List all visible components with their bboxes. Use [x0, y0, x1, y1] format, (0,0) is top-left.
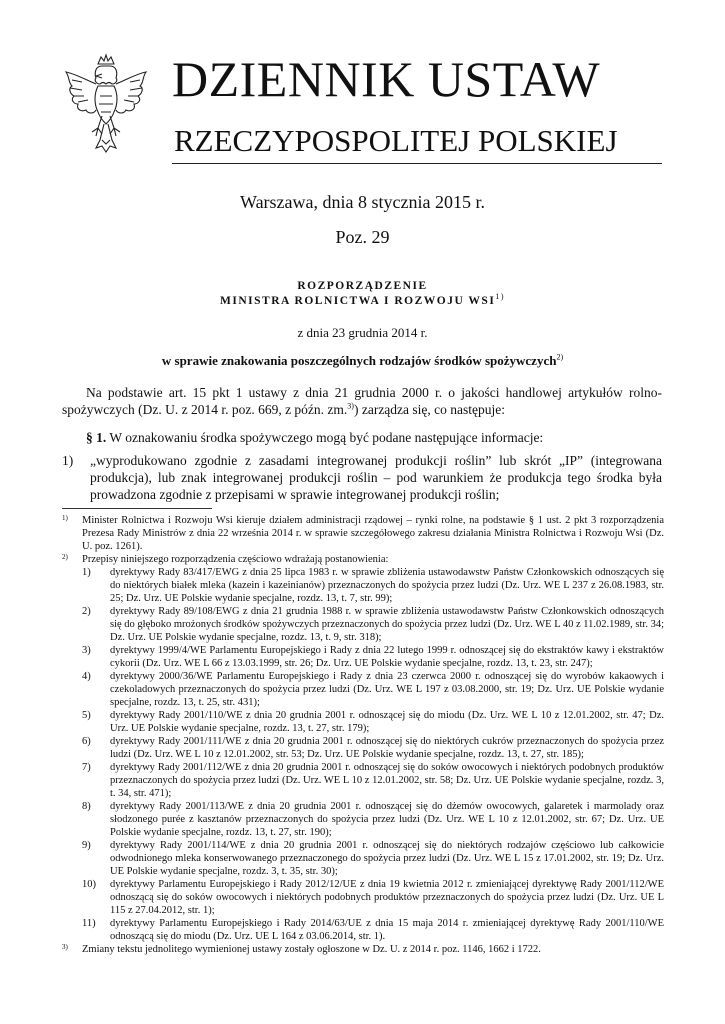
polish-eagle-emblem-icon: [58, 52, 154, 158]
act-subject-text: w sprawie znakowania poszczególnych rodzajów środków spożywczych: [161, 353, 557, 368]
footnote-1-mark: 1): [62, 514, 68, 522]
footnote-2-item-text: dyrektywy Rady 2001/114/WE z dnia 20 grudnia 2001 r. odnoszącej się do niektórych rodzajów częściowo lub całkowicie odwodnionego mleka konserwowanego przeznaczonego do spożycia przez ludzi (Dz. Urz. WE L 15 z 17.01.2002, str. 19; Dz. Urz. UE Polskie wydanie specjalne, rozdz. 3, t. 35, str. 30);: [110, 840, 664, 877]
footnote-ref-1: 1): [495, 292, 505, 302]
act-issuer: [0, 293, 725, 309]
footnote-2-item-text: dyrektywy Rady 2001/113/WE z dnia 20 grudnia 2001 r. odnoszącej się do dżemów owocowych, galaretek i marmolady oraz słodzonego purée z kasztanów przeznaczonych do spożycia przez ludzi (Dz. Urz. WE L 10 z 12.01.2002, str. 67; Dz. Urz. UE Polskie wydanie specjalne, rozdz. 13, t. 27, str. 190);: [110, 801, 664, 838]
paragraph-1-mark: § 1.: [86, 430, 107, 445]
footnote-2-item-text: dyrektywy Parlamentu Europejskiego i Rady 2012/12/UE z dnia 19 kwietnia 2012 r. zmieniającej dyrektywę Rady 2001/112/WE odnoszącą się do soków owocowych i niektórych podobnych produktów przeznaczonych do spożycia przez ludzi (Dz. Urz. UE L 115 z 27.04.2012, str. 1);: [110, 879, 664, 916]
footnote-3-mark: 3): [62, 943, 68, 951]
journal-subtitle: RZECZYPOSPOLITEJ POLSKIEJ: [174, 123, 618, 158]
footnote-2-item-number: 6): [82, 736, 91, 747]
footnote-2-item-text: dyrektywy Rady 83/417/EWG z dnia 25 lipca 1983 r. w sprawie zbliżenia ustawodawstw Państw Członkowskich odnoszących się do niektórych białek mleka (kazein i kazeinianów) przeznaczonych do spożycia przez ludzi (Dz. Urz. WE L 237 z 26.08.1983, str. 25; Dz. Urz. UE Polskie wydanie specjalne, rozdz. 13, t. 7, str. 99);: [110, 567, 664, 604]
act-type: ROZPORZĄDZENIE: [297, 280, 428, 292]
footnote-2-item-text: dyrektywy Rady 2001/111/WE z dnia 20 grudnia 2001 r. odnoszącej się do niektórych cukrów przeznaczonych do spożycia przez ludzi (Dz. Urz. WE L 10 z 12.01.2002, str. 53; Dz. Urz. UE Polskie wydanie specjalne, rozdz. 13, t. 27, str. 185);: [110, 736, 664, 760]
footnote-1: [62, 514, 664, 553]
footnote-2-item: [62, 917, 664, 943]
footnote-2-item: [62, 839, 664, 878]
list-item-text: „wyprodukowano zgodnie z zasadami integrowanej produkcji roślin” lub skrót „IP” (integrowana produkcja), lub znak integrowanej produkcji roślin – pod warunkiem że produkcja tego środka była prowadzona zgodnie z przepisami w sprawie integrowanej produkcji roślin;: [90, 453, 662, 502]
footnote-2-item-text: dyrektywy Rady 89/108/EWG z dnia 21 grudnia 1988 r. w sprawie zbliżenia ustawodawstw Państw Członkowskich odnoszących się do głęboko mrożonych środków spożywczych przeznaczonych do spożycia przez ludzi (Dz. Urz. WE L 40 z 11.02.1989, str. 34; Dz. Urz. UE Polskie wydanie specjalne, rozdz. 13, t. 9, str. 318);: [110, 606, 664, 643]
footnote-2-item: [62, 670, 664, 709]
footnote-2-item-text: dyrektywy Parlamentu Europejskiego i Rady 2014/63/UE z dnia 15 maja 2014 r. zmieniającej dyrektywę Rady 2001/110/WE odnoszącą się do miodu (Dz. Urz. UE L 164 z 03.06.2014, str. 1).: [110, 918, 664, 942]
footnote-2-item: [62, 761, 664, 800]
footnote-2: [62, 553, 664, 566]
footnote-2-item-text: dyrektywy Rady 2001/110/WE z dnia 20 grudnia 2001 r. odnoszącej się do miodu (Dz. Urz. WE L 10 z 12.01.2002, str. 47; Dz. Urz. UE Polskie wydanie specjalne, rozdz. 13, t. 27, str. 179);: [110, 710, 664, 734]
footnote-3: [62, 943, 664, 956]
footnote-2-text: Przepisy niniejszego rozporządzenia częściowo wdrażają postanowienia:: [82, 554, 389, 565]
footnote-ref-3: 3): [347, 401, 354, 411]
legal-basis: [62, 384, 662, 418]
footnote-2-item-number: 1): [82, 567, 91, 578]
footnote-2-item: [62, 644, 664, 670]
footnote-3-text: Zmiany tekstu jednolitego wymienionej ustawy zostały ogłoszone w Dz. U. z 2014 r. poz. 1146, 1662 i 1722.: [82, 944, 541, 955]
act-issuer-text: MINISTRA ROLNICTWA I ROZWOJU WSI: [220, 295, 496, 307]
footnote-2-item-text: dyrektywy 2000/36/WE Parlamentu Europejskiego i Rady z dnia 23 czerwca 2000 r. odnoszącej się do wyrobów kakaowych i czekoladowych przeznaczonych do spożycia przez ludzi (Dz. Urz. WE L 197 z 03.08.2000, str. 19; Dz. Urz. UE Polskie wydanie specjalne, rozdz. 13, t. 25, str. 431);: [110, 671, 664, 708]
journal-title: DZIENNIK USTAW: [172, 51, 601, 107]
footnote-2-item-number: 4): [82, 671, 91, 682]
footnote-ref-2: 2): [556, 352, 564, 362]
footnote-2-item-text: dyrektywy Rady 2001/112/WE z dnia 20 grudnia 2001 r. odnoszącej się do soków owocowych i niektórych podobnych produktów przeznaczonych do spożycia przez ludzi (Dz. Urz. WE L 10 z 12.01.2002, str. 58; Dz. Urz. UE Polskie wydanie specjalne, rozdz. 3, t. 34, str. 471);: [110, 762, 664, 799]
footnote-2-item: [62, 800, 664, 839]
footnote-2-item-number: 11): [82, 918, 96, 929]
footnote-1-text: Minister Rolnictwa i Rozwoju Wsi kieruje działem administracji rządowej – rynki rolne, na podstawie § 1 ust. 2 pkt 3 rozporządzenia Prezesa Rady Ministrów z dnia 22 września 2014 r. w sprawie szczegółowego zakresu działania Ministra Rolnictwa i Rozwoju Wsi (Dz. U. poz. 1261).: [82, 515, 664, 552]
footnote-2-item-number: 9): [82, 840, 91, 851]
footnote-2-item: [62, 605, 664, 644]
footnote-2-item-number: 8): [82, 801, 91, 812]
footnote-2-item-number: 3): [82, 645, 91, 656]
footnote-2-item-number: 10): [82, 879, 96, 890]
footnote-2-item: [62, 709, 664, 735]
publication-place-date: Warszawa, dnia 8 stycznia 2015 r.: [240, 192, 485, 212]
act-subject: [0, 352, 725, 370]
footnote-2-item: [62, 735, 664, 761]
legal-basis-text-end: ) zarządza się, co następuje:: [353, 402, 506, 417]
legal-basis-text: Na podstawie art. 15 pkt 1 ustawy z dnia 21 grudnia 2000 r. o jakości handlowej artykułów rolno-spożywczych (Dz. U. z 2014 r. poz. 669, z późn. zm.: [62, 385, 662, 417]
footnote-2-mark: 2): [62, 553, 68, 561]
footnote-2-list: [62, 566, 664, 943]
list-item: [62, 452, 662, 503]
footnote-2-item-number: 5): [82, 710, 91, 721]
position-number: Poz. 29: [335, 227, 390, 247]
footnote-2-item-text: dyrektywy 1999/4/WE Parlamentu Europejskiego i Rady z dnia 22 lutego 1999 r. odnoszącej się do ekstraktów kawy i ekstraktów cykorii (Dz. Urz. WE L 66 z 13.03.1999, str. 26; Dz. Urz. UE Polskie wydanie specjalne, rozdz. 13, t. 23, str. 247);: [110, 645, 664, 669]
footnotes: [62, 514, 664, 956]
footnote-2-item: [62, 878, 664, 917]
paragraph-1-text: W oznakowaniu środka spożywczego mogą być podane następujące informacje:: [109, 430, 544, 445]
footnote-2-item-number: 7): [82, 762, 91, 773]
footnote-2-item-number: 2): [82, 606, 91, 617]
footnote-divider: [62, 508, 212, 509]
list-item-number: 1): [62, 453, 74, 468]
footnote-2-item: [62, 566, 664, 605]
header-divider: [172, 163, 662, 164]
paragraph-1: [62, 429, 662, 446]
act-date: z dnia 23 grudnia 2014 r.: [297, 325, 428, 340]
